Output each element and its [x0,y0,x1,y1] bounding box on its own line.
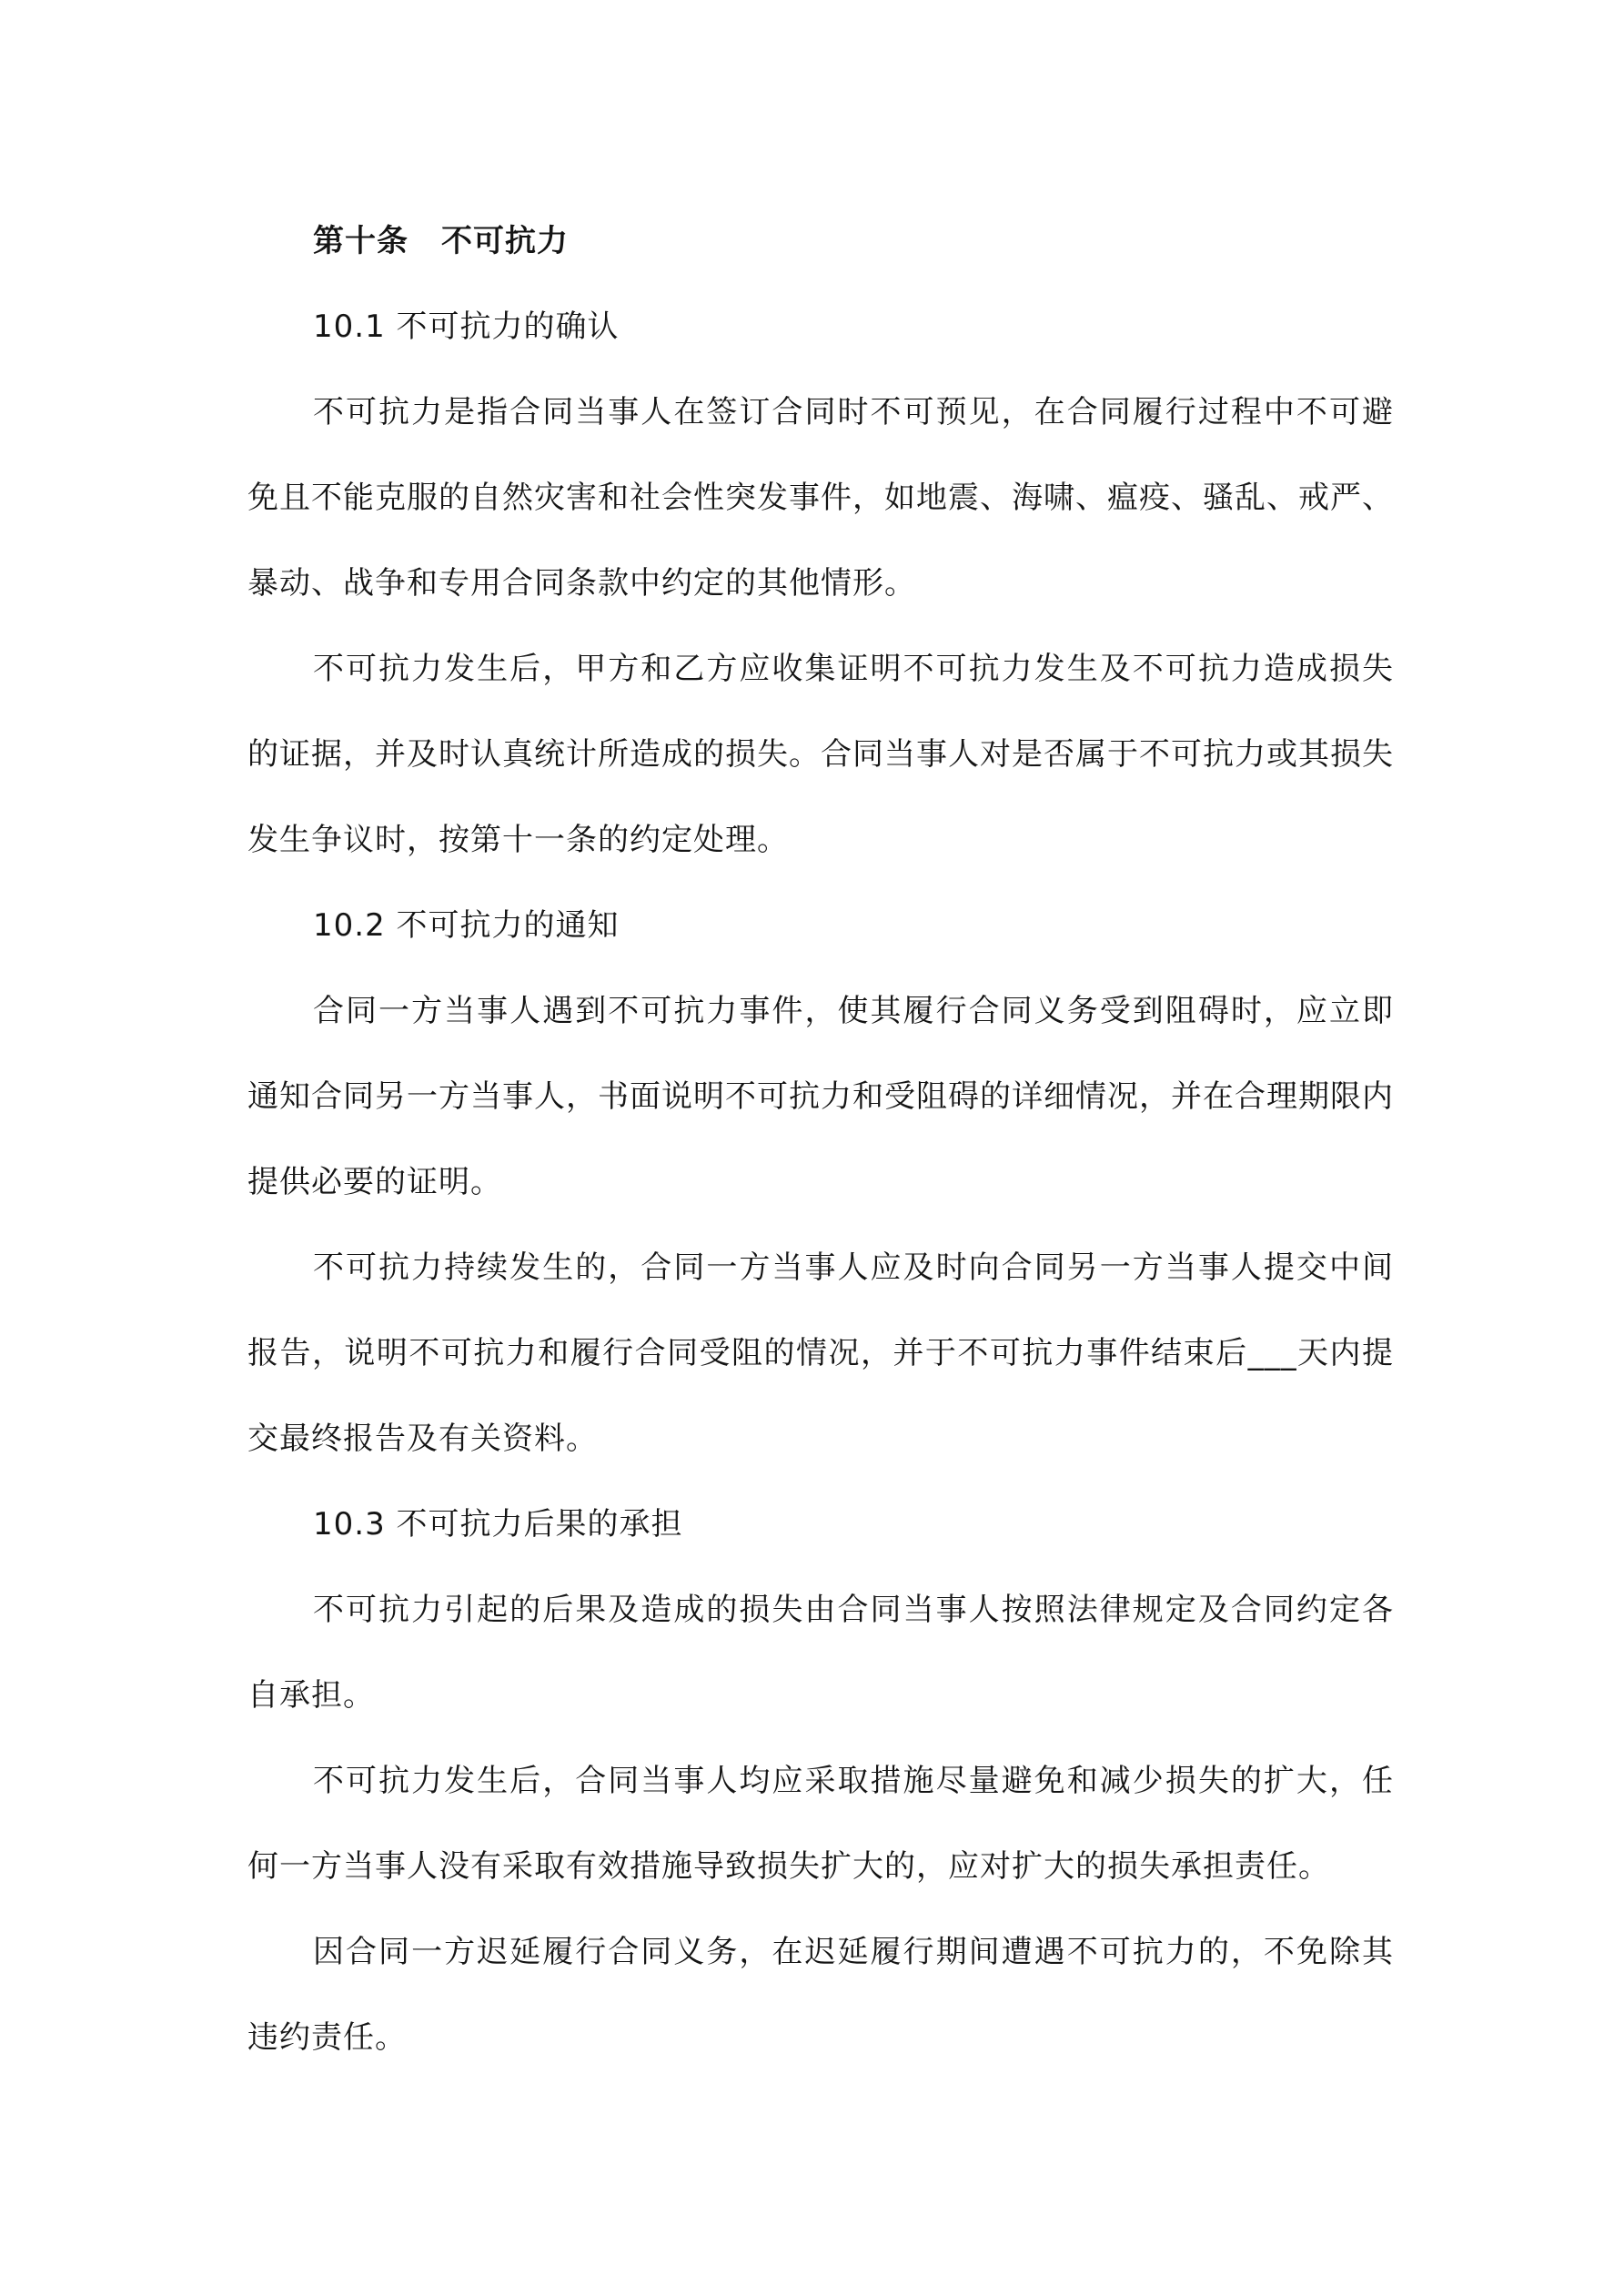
section-heading-10-1: 10.1 不可抗力的确认 [313,308,620,345]
paragraph-force-majeure-definition: 不可抗力是指合同当事人在签订合同时不可预见，在合同履行过程中不可避免且不能克服的自然灾害和社会性突发事件，如地震、海啸、瘟疫、骚乱、戒严、暴动、战争和专用合同条款中约定的其他情形。 [247,394,1394,602]
paragraph-loss-mitigation: 不可抗力发生后，合同当事人均应采取措施尽量避免和减少损失的扩大，任何一方当事人没有采取有效措施导致损失扩大的，应对扩大的损失承担责任。 [247,1763,1394,1885]
paragraph-consequence-bearing: 不可抗力引起的后果及造成的损失由合同当事人按照法律规定及合同约定各自承担。 [247,1592,1394,1714]
paragraph-delay-liability: 因合同一方迟延履行合同义务，在迟延履行期间遭遇不可抗力的，不免除其违约责任。 [247,1934,1394,2056]
document-body [247,198,1394,2080]
article-heading [247,198,1394,284]
section-heading-10-2: 10.2 不可抗力的通知 [313,907,620,944]
article-title: 不可抗力 [441,223,569,259]
paragraph-notification: 合同一方当事人遇到不可抗力事件，使其履行合同义务受到阻碍时，应立即通知合同另一方当事人，书面说明不可抗力和受阻碍的详细情况，并在合理期限内提供必要的证明。 [247,993,1394,1200]
article-number: 第十条 [313,223,409,259]
paragraph-interim-report: 不可抗力持续发生的，合同一方当事人应及时向合同另一方当事人提交中间报告，说明不可抗力和履行合同受阻的情况，并于不可抗力事件结束后___天内提交最终报告及有关资料。 [247,1249,1394,1457]
paragraph-loss-evidence: 不可抗力发生后，甲方和乙方应收集证明不可抗力发生及不可抗力造成损失的证据，并及时认真统计所造成的损失。合同当事人对是否属于不可抗力或其损失发生争议时，按第十一条的约定处理。 [247,651,1394,858]
section-heading-10-3: 10.3 不可抗力后果的承担 [313,1506,683,1542]
